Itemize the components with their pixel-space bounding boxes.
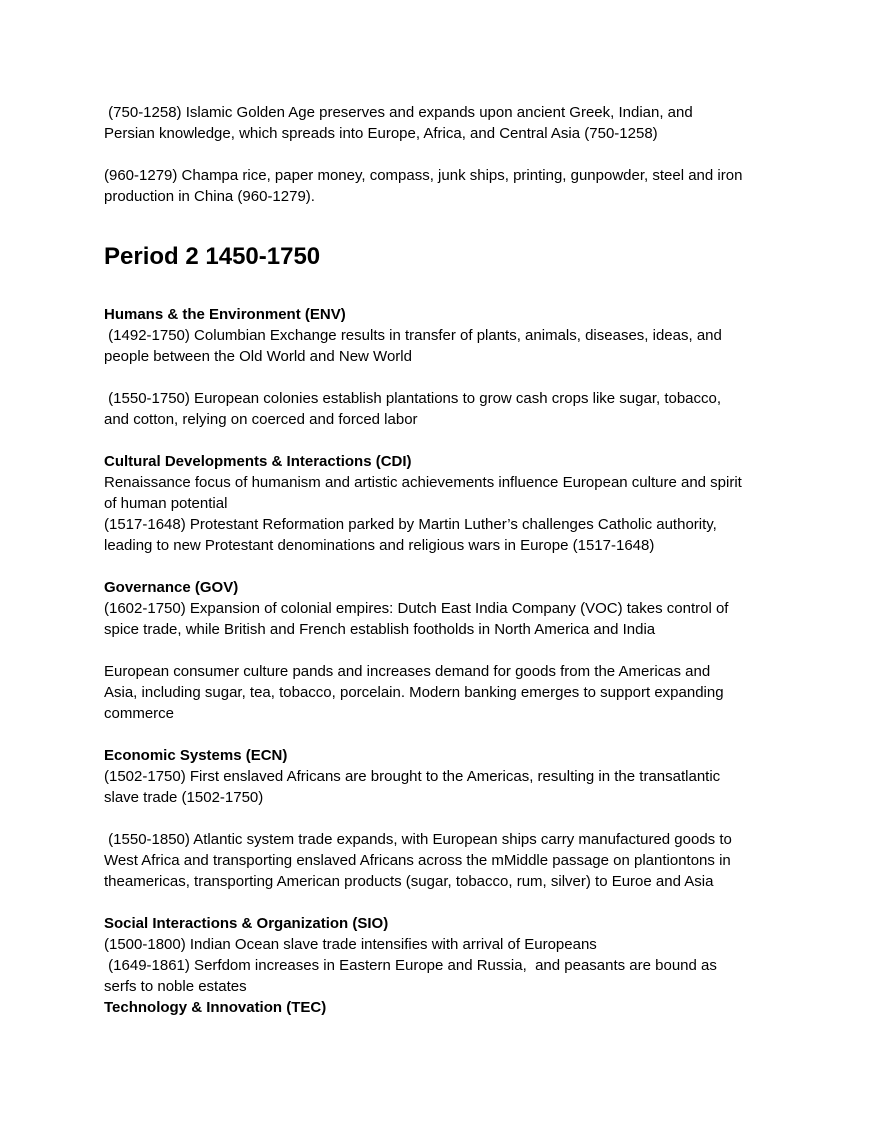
section-heading: Social Interactions & Organization (SIO): [104, 915, 389, 932]
text-line: and cotton, relying on coerced and forced labor: [104, 411, 418, 428]
text-line: production in China (960-1279).: [104, 188, 315, 205]
text-line: Renaissance focus of humanism and artistic achievements influence European culture and spirit: [104, 474, 742, 491]
text-line: (1500-1800) Indian Ocean slave trade intensifies with arrival of Europeans: [104, 936, 597, 953]
section-heading: Economic Systems (ECN): [104, 747, 288, 764]
blank-line: [104, 144, 794, 165]
text-line: (1492-1750) Columbian Exchange results in transfer of plants, animals, diseases, ideas, and: [104, 327, 722, 344]
section-heading: Technology & Innovation (TEC): [104, 999, 327, 1016]
text-line: (1550-1750) European colonies establish plantations to grow cash crops like sugar, tobacco,: [104, 390, 722, 407]
section-ecn: [104, 745, 794, 892]
section-heading: Humans & the Environment (ENV): [104, 306, 346, 323]
text-line: [104, 367, 794, 388]
text-line: (1602-1750) Expansion of colonial empires: Dutch East India Company (VOC) takes control of: [104, 600, 729, 617]
text-line: European consumer culture pands and increases demand for goods from the Americas and: [104, 663, 711, 680]
text-line: serfs to noble estates: [104, 978, 247, 995]
section-heading: Cultural Developments & Interactions (CDI): [104, 453, 412, 470]
section-tec: [104, 997, 794, 1018]
blank-line: [104, 430, 794, 451]
text-line: West Africa and transporting enslaved Africans across the mMiddle passage on plantiontons in: [104, 852, 731, 869]
text-line: (960-1279) Champa rice, paper money, compass, junk ships, printing, gunpowder, steel and iron: [104, 167, 743, 184]
text-line: [104, 808, 794, 829]
text-line: commerce: [104, 705, 175, 722]
text-line: (1517-1648) Protestant Reformation parked by Martin Luther’s challenges Catholic authority,: [104, 516, 717, 533]
text-line: people between the Old World and New World: [104, 348, 412, 365]
text-line: (750-1258) Islamic Golden Age preserves and expands upon ancient Greek, Indian, and: [104, 104, 693, 121]
section-env: [104, 304, 794, 430]
text-line: theamericas, transporting American products (sugar, tobacco, rum, silver) to Euroe and Asia: [104, 873, 714, 890]
blank-line: [104, 892, 794, 913]
text-line: (1550-1850) Atlantic system trade expands, with European ships carry manufactured goods to: [104, 831, 732, 848]
blank-line: [104, 556, 794, 577]
text-line: spice trade, while British and French establish footholds in North America and India: [104, 621, 656, 638]
section-heading: Governance (GOV): [104, 579, 239, 596]
text-line: [104, 640, 794, 661]
text-line: (1649-1861) Serfdom increases in Eastern Europe and Russia, and peasants are bound as: [104, 957, 717, 974]
text-line: (1502-1750) First enslaved Africans are brought to the Americas, resulting in the transatlantic: [104, 768, 721, 785]
blank-line: [104, 724, 794, 745]
intro-paragraph: [104, 102, 794, 144]
text-line: leading to new Protestant denominations and religious wars in Europe (1517-1648): [104, 537, 655, 554]
text-line: slave trade (1502-1750): [104, 789, 264, 806]
text-line: Asia, including sugar, tea, tobacco, porcelain. Modern banking emerges to support expanding: [104, 684, 724, 701]
text-line: of human potential: [104, 495, 228, 512]
document-page: [104, 102, 794, 1018]
section-sio: [104, 913, 794, 997]
section-cdi: [104, 451, 794, 556]
section-gov: [104, 577, 794, 724]
period-heading: Period 2 1450-1750: [104, 243, 321, 270]
text-line: Persian knowledge, which spreads into Europe, Africa, and Central Asia (750-1258): [104, 125, 658, 142]
intro-paragraph: [104, 165, 794, 207]
